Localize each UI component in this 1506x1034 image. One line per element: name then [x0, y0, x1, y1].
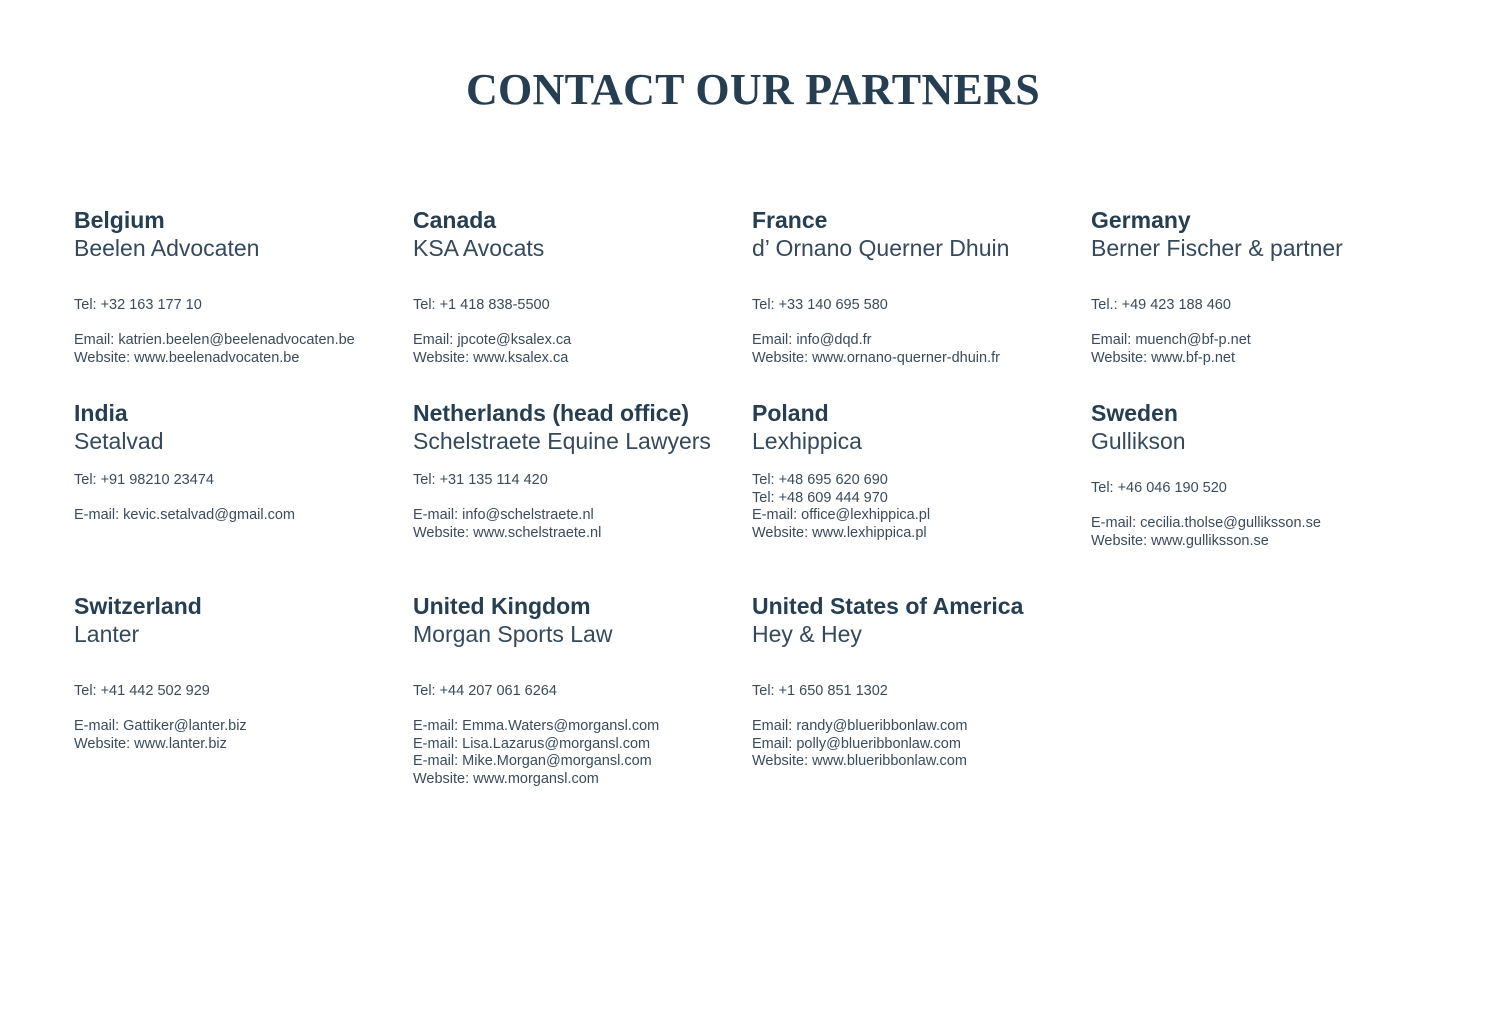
partner-phone: Tel: +41 442 502 929 [74, 683, 210, 699]
partner-firm: Hey & Hey [752, 621, 862, 647]
partner-email[interactable]: E-mail: kevic.setalvad@gmail.com [74, 507, 296, 523]
partner-phone: Tel: +48 695 620 690 [752, 472, 888, 488]
partner-email[interactable]: Email: muench@bf-p.net [1091, 332, 1251, 348]
partner-card-poland [752, 399, 1082, 542]
partner-website[interactable]: Website: www.lexhippica.pl [752, 524, 927, 541]
partner-website[interactable]: Website: www.blueribbonlaw.com [752, 753, 967, 769]
partner-email[interactable]: E-mail: Lisa.Lazarus@morgansl.com [413, 735, 651, 752]
partner-card-sweden [1091, 399, 1421, 550]
partner-country: United Kingdom [413, 593, 591, 619]
partner-email[interactable]: Email: polly@blueribbonlaw.com [752, 735, 961, 752]
partner-card-netherlands [413, 399, 743, 542]
partner-website[interactable]: Website: www.ksalex.ca [413, 349, 569, 366]
partner-firm: Berner Fischer & partner [1091, 235, 1343, 261]
partner-email[interactable]: E-mail: Mike.Morgan@morgansl.com [413, 753, 652, 769]
partner-card-united-kingdom [413, 592, 743, 788]
partner-firm: Setalvad [74, 428, 164, 454]
partner-country: France [752, 207, 828, 233]
partner-email[interactable]: Email: randy@blueribbonlaw.com [752, 718, 968, 734]
partner-phone: Tel: +44 207 061 6264 [413, 683, 557, 699]
partner-phone: Tel: +1 650 851 1302 [752, 683, 888, 699]
partner-phone: Tel.: +49 423 188 460 [1091, 297, 1231, 313]
partner-phone: Tel: +33 140 695 580 [752, 297, 888, 313]
partner-website[interactable]: Website: www.schelstraete.nl [413, 524, 602, 541]
partner-email[interactable]: E-mail: info@schelstraete.nl [413, 507, 594, 523]
partner-firm: Lexhippica [752, 428, 862, 454]
partner-website[interactable]: Website: www.lanter.biz [74, 735, 227, 752]
partner-card-switzerland [74, 592, 404, 753]
partner-phone: Tel: +48 609 444 970 [752, 489, 888, 506]
partner-website[interactable]: Website: www.morgansl.com [413, 770, 599, 787]
partner-email[interactable]: E-mail: cecilia.tholse@gulliksson.se [1091, 515, 1321, 531]
partner-website[interactable]: Website: www.bf-p.net [1091, 349, 1235, 366]
partner-country: India [74, 400, 128, 426]
partner-country: Switzerland [74, 593, 202, 619]
partner-card-belgium [74, 206, 404, 367]
partner-firm: Morgan Sports Law [413, 621, 613, 647]
partner-email[interactable]: Email: jpcote@ksalex.ca [413, 332, 572, 348]
partner-card-germany [1091, 206, 1421, 367]
partner-email[interactable]: E-mail: Emma.Waters@morgansl.com [413, 718, 660, 734]
partner-country: United States of America [752, 593, 1024, 619]
partner-firm: Lanter [74, 621, 140, 647]
partner-phone: Tel: +91 98210 23474 [74, 472, 214, 488]
partner-card-united-states [752, 592, 1082, 771]
partner-firm: Schelstraete Equine Lawyers [413, 428, 711, 454]
partner-phone: Tel: +31 135 114 420 [413, 472, 548, 488]
partner-email[interactable]: E-mail: office@lexhippica.pl [752, 507, 931, 523]
partner-card-france [752, 206, 1082, 367]
partner-firm: Gullikson [1091, 428, 1186, 454]
partner-email[interactable]: Email: info@dqd.fr [752, 332, 872, 348]
partner-country: Sweden [1091, 400, 1178, 426]
partner-country: Netherlands (head office) [413, 400, 690, 426]
partner-email[interactable]: Email: katrien.beelen@beelenadvocaten.be [74, 332, 355, 348]
partner-firm: Beelen Advocaten [74, 235, 260, 261]
page-title: CONTACT OUR PARTNERS [465, 65, 1041, 114]
partner-country: Germany [1091, 207, 1191, 233]
partner-firm: KSA Avocats [413, 235, 545, 261]
partner-phone: Tel: +32 163 177 10 [74, 297, 202, 313]
partner-card-canada [413, 206, 743, 367]
partner-card-india [74, 399, 404, 525]
partner-phone: Tel: +46 046 190 520 [1091, 480, 1227, 496]
partner-website[interactable]: Website: www.ornano-querner-dhuin.fr [752, 349, 1000, 366]
partner-website[interactable]: Website: www.beelenadvocaten.be [74, 349, 300, 366]
partner-firm: d’ Ornano Querner Dhuin [752, 235, 1010, 261]
partner-country: Poland [752, 400, 829, 426]
partner-country: Belgium [74, 207, 165, 233]
partner-website[interactable]: Website: www.gulliksson.se [1091, 532, 1269, 549]
partner-email[interactable]: E-mail: Gattiker@lanter.biz [74, 718, 247, 734]
partner-country: Canada [413, 207, 497, 233]
partner-phone: Tel: +1 418 838-5500 [413, 297, 550, 313]
